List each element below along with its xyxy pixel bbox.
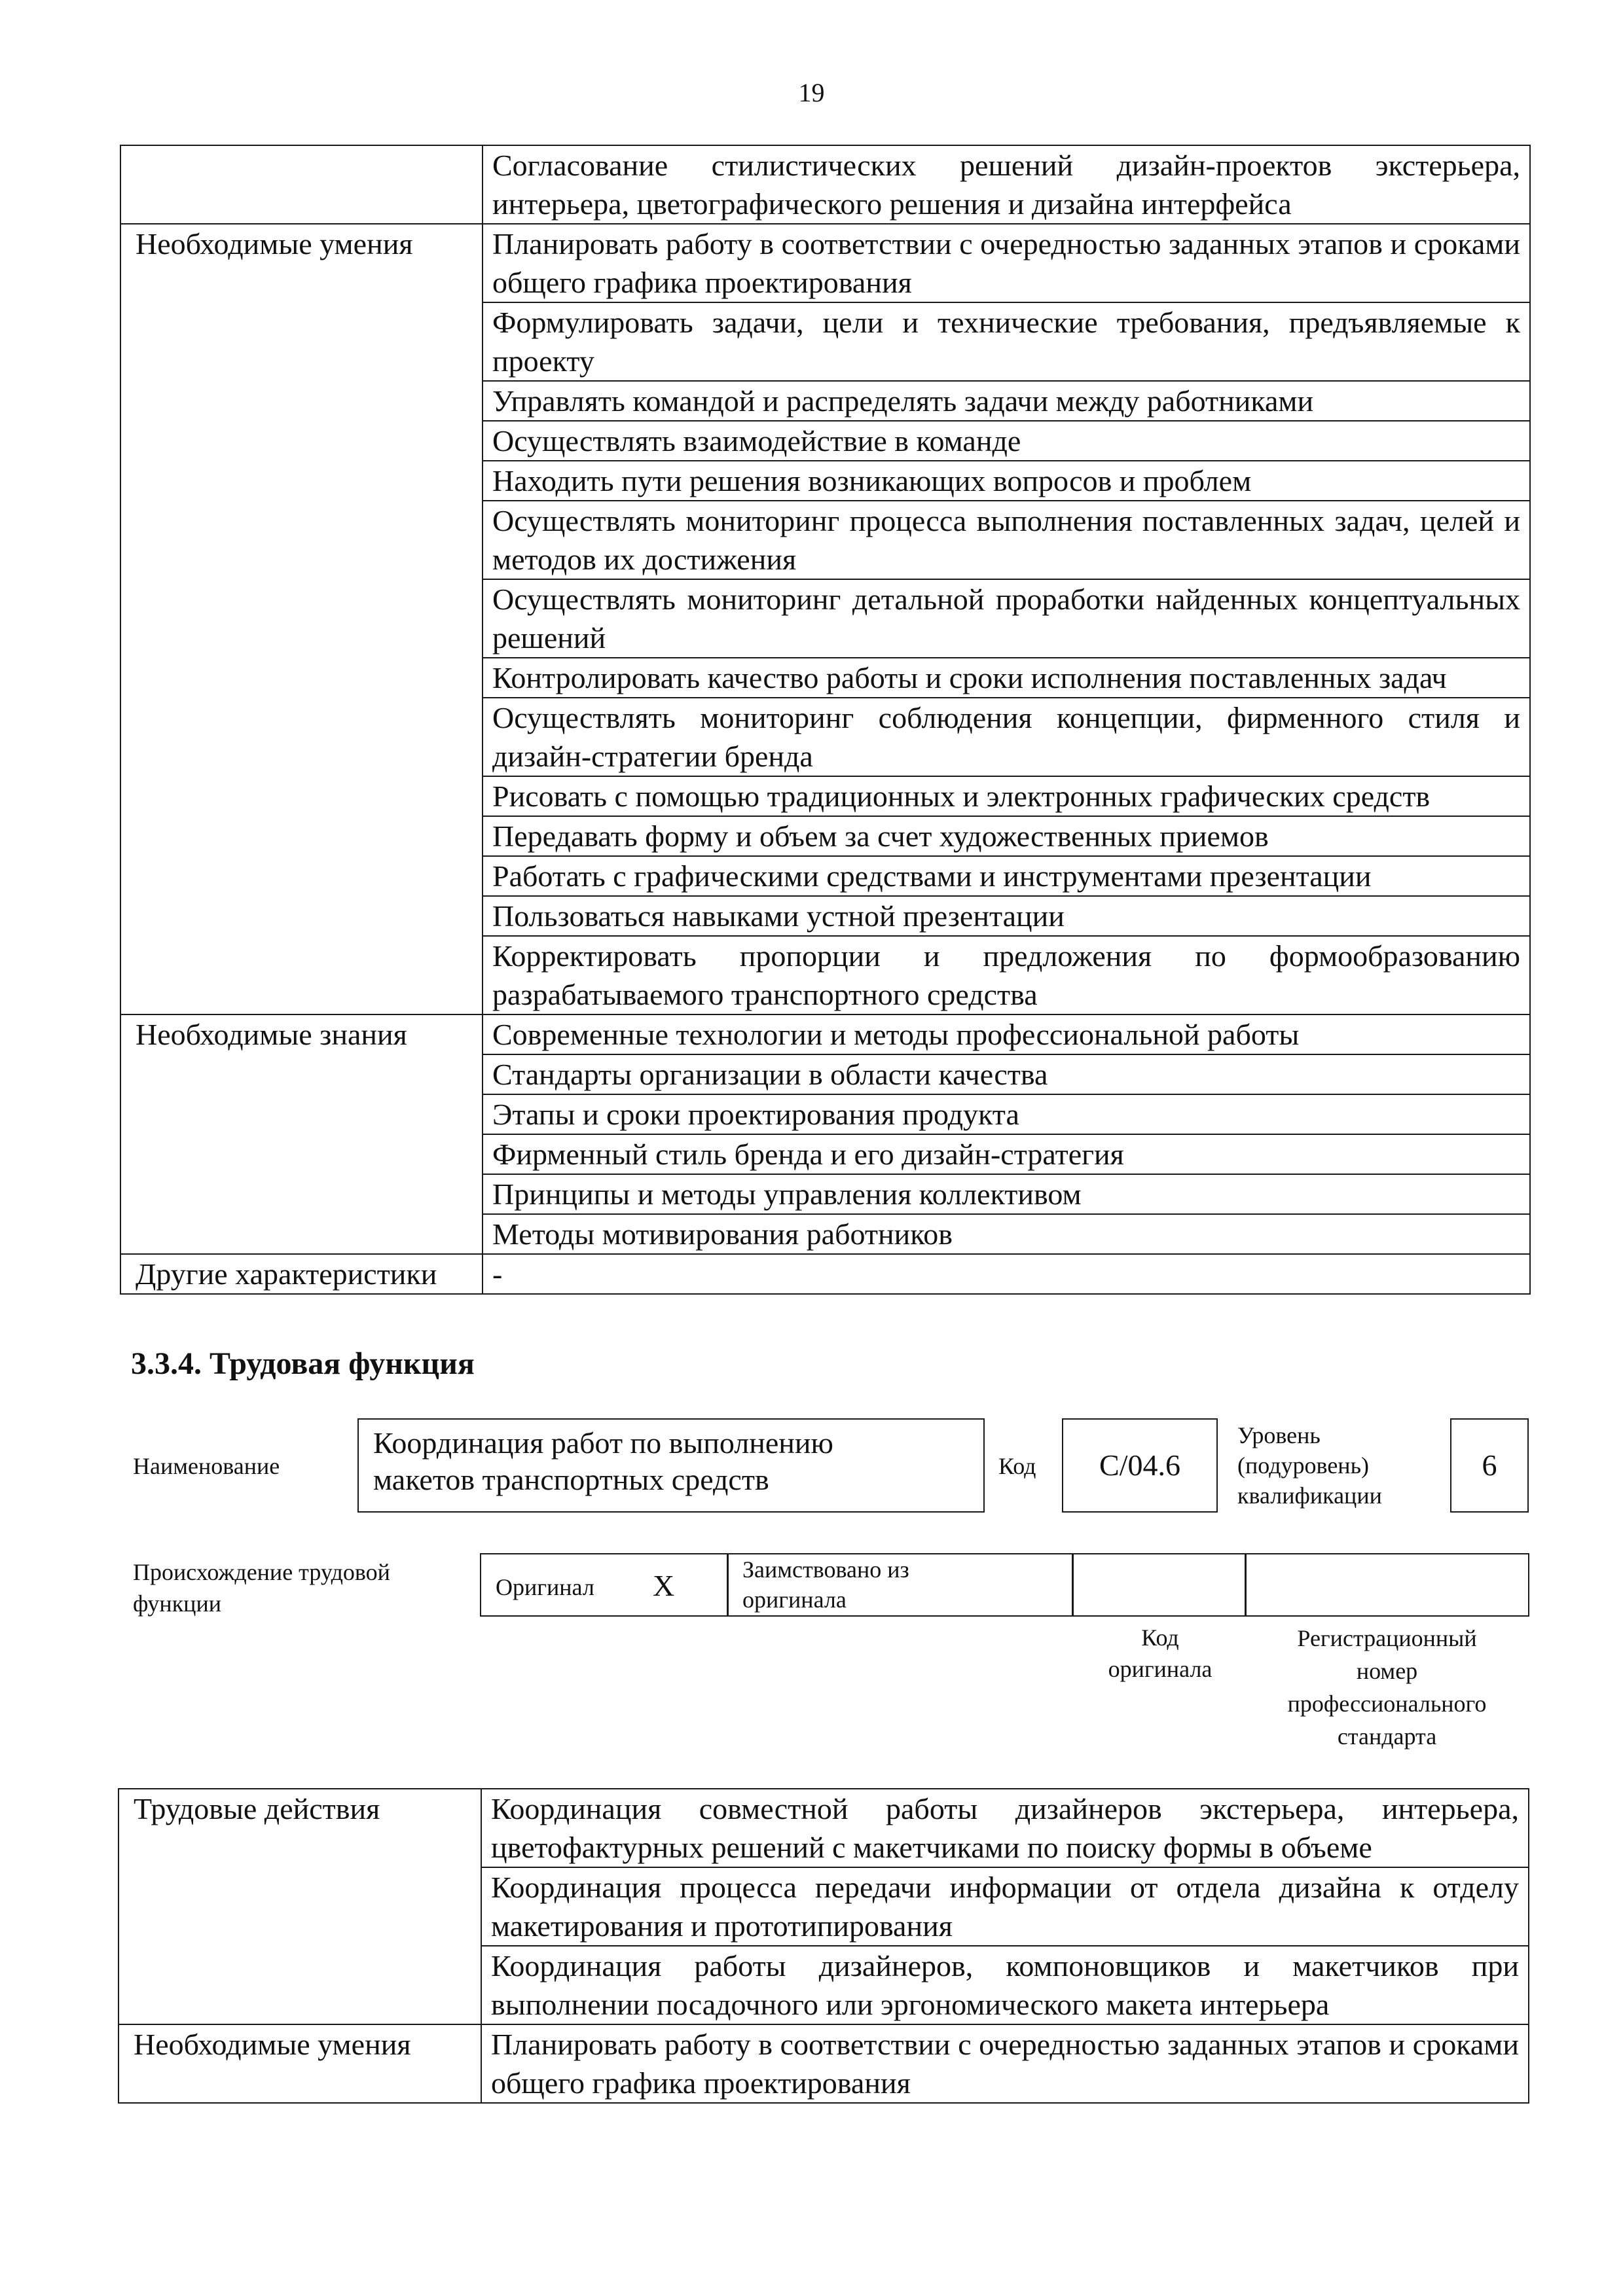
level-label — [1237, 1420, 1382, 1511]
registration-caption-line-2: номер — [1356, 1658, 1418, 1684]
table-row — [119, 1789, 1529, 1867]
row-item: Стандарты организации в области качества — [483, 1054, 1530, 1094]
level-label-line-1: Уровень — [1237, 1422, 1321, 1448]
origin-label — [133, 1556, 390, 1619]
row-item: Осуществлять мониторинг соблюдения концепции, фирменного стиля и дизайн-стратегии бренда — [483, 698, 1530, 776]
registration-number-cell — [1245, 1553, 1529, 1617]
row-item: Работать с графическими средствами и инструментами презентации — [483, 856, 1530, 896]
code-value: С/04.6 — [1099, 1448, 1180, 1482]
original-code-caption — [1074, 1622, 1247, 1685]
row-item: Этапы и сроки проектирования продукта — [483, 1094, 1530, 1134]
row-item: Планировать работу в соответствии с очередностью заданных этапов и сроками общего графика проектирования — [483, 224, 1530, 302]
row-item: - — [483, 1254, 1530, 1294]
original-code-caption-line-1: Код — [1141, 1624, 1179, 1651]
row-item: Принципы и методы управления коллективом — [483, 1174, 1530, 1214]
borrowed-cell — [727, 1553, 1074, 1617]
function-name-box — [357, 1418, 985, 1513]
registration-caption-line-4: стандарта — [1337, 1723, 1437, 1749]
original-code-caption-line-2: оригинала — [1108, 1656, 1213, 1682]
table-row — [120, 224, 1530, 302]
table-row — [120, 1014, 1530, 1054]
level-value: 6 — [1482, 1448, 1497, 1482]
registration-caption — [1245, 1622, 1529, 1753]
row-item: Фирменный стиль бренда и его дизайн-стратегия — [483, 1134, 1530, 1174]
row-label: Необходимые знания — [120, 1014, 483, 1254]
level-box — [1450, 1418, 1529, 1513]
row-item: Передавать форму и объем за счет художественных приемов — [483, 816, 1530, 856]
origin-label-line-2: функции — [133, 1590, 221, 1617]
row-item: Координация процесса передачи информации от отдела дизайна к отделу макетирования и прототипирования — [481, 1867, 1529, 1946]
level-label-line-3: квалификации — [1237, 1482, 1382, 1509]
row-label — [120, 145, 483, 224]
row-label: Трудовые действия — [119, 1789, 481, 2024]
level-label-line-2: (подуровень) — [1237, 1452, 1369, 1479]
row-item: Пользоваться навыками устной презентации — [483, 896, 1530, 936]
registration-caption-line-3: профессионального — [1287, 1691, 1487, 1717]
original-cell — [480, 1553, 729, 1617]
requirements-table — [120, 145, 1531, 1295]
section-heading: 3.3.4. Трудовая функция — [131, 1346, 475, 1381]
function-name-line-2: макетов транспортных средств — [373, 1463, 769, 1496]
row-item: Осуществлять взаимодействие в команде — [483, 421, 1530, 461]
table-row — [119, 2024, 1529, 2103]
original-mark: X — [653, 1569, 675, 1602]
name-label: Наименование — [133, 1453, 280, 1479]
row-item: Управлять командой и распределять задачи между работниками — [483, 381, 1530, 421]
borrowed-label-line-1: Заимствовано из — [742, 1556, 909, 1583]
row-item: Контролировать качество работы и сроки исполнения поставленных задач — [483, 658, 1530, 698]
row-label: Другие характеристики — [120, 1254, 483, 1294]
row-item: Современные технологии и методы профессиональной работы — [483, 1014, 1530, 1054]
table-row — [120, 145, 1530, 224]
row-item: Координация работы дизайнеров, компоновщиков и макетчиков при выполнении посадочного или эргономического макета интерьера — [481, 1946, 1529, 2024]
code-box — [1062, 1418, 1218, 1513]
row-item: Формулировать задачи, цели и технические требования, предъявляемые к проекту — [483, 302, 1530, 381]
borrowed-label-line-2: оригинала — [742, 1587, 847, 1613]
function-name-line-1: Координация работ по выполнению — [373, 1426, 833, 1460]
row-label: Необходимые умения — [119, 2024, 481, 2103]
code-label: Код — [998, 1453, 1036, 1479]
row-item: Согласование стилистических решений дизайн-проектов экстерьера, интерьера, цветографического решения и дизайна интерфейса — [483, 145, 1530, 224]
row-item: Находить пути решения возникающих вопросов и проблем — [483, 461, 1530, 501]
origin-label-line-1: Происхождение трудовой — [133, 1559, 390, 1585]
registration-caption-line-1: Регистрационный — [1297, 1625, 1477, 1651]
row-item: Планировать работу в соответствии с очередностью заданных этапов и сроками общего графика проектирования — [481, 2024, 1529, 2103]
row-item: Осуществлять мониторинг детальной проработки найденных концептуальных решений — [483, 579, 1530, 658]
labor-actions-table — [118, 1788, 1529, 2104]
original-code-cell — [1072, 1553, 1247, 1617]
table-row — [120, 1254, 1530, 1294]
row-item: Методы мотивирования работников — [483, 1214, 1530, 1254]
row-item: Корректировать пропорции и предложения по формообразованию разрабатываемого транспортного средства — [483, 936, 1530, 1014]
row-item: Координация совместной работы дизайнеров экстерьера, интерьера, цветофактурных решений с макетчиками по поиску формы в объеме — [481, 1789, 1529, 1867]
original-label: Оригинал — [496, 1574, 594, 1600]
row-label: Необходимые умения — [120, 224, 483, 1014]
row-item: Рисовать с помощью традиционных и электронных графических средств — [483, 776, 1530, 816]
row-item: Осуществлять мониторинг процесса выполнения поставленных задач, целей и методов их достижения — [483, 501, 1530, 579]
borrowed-label — [742, 1554, 909, 1615]
page-number: 19 — [798, 78, 825, 107]
